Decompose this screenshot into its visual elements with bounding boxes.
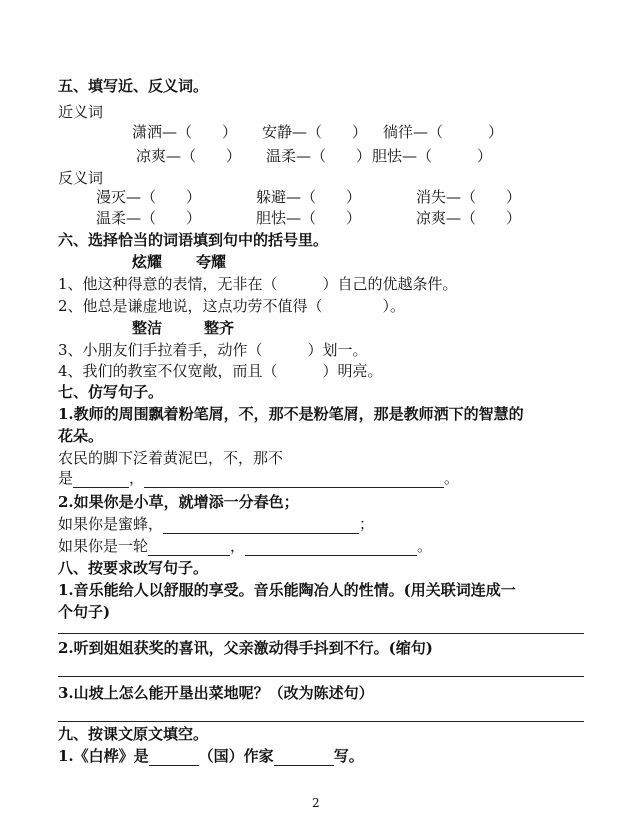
- question-6-4: 4、我们的教室不仅宽敞，而且（ ）明亮。: [58, 362, 383, 380]
- question-7-1-prompt: 农民的脚下泛着黄泥巴，不，那不: [58, 449, 284, 467]
- fill-prefix: 如果你是蜜蜂，: [58, 515, 164, 533]
- question-6-3: 3、小朋友们手拉着手，动作（ ）划一。: [58, 341, 368, 359]
- word-option: 炫耀: [132, 253, 163, 271]
- word-option: 整洁: [132, 319, 163, 337]
- antonym-item: 温柔—（ ）: [96, 209, 202, 227]
- question-8-2: 2.听到姐姐获奖的喜讯，父亲激动得手抖到不行。(缩句): [58, 639, 433, 657]
- fill-prefix: 是: [58, 469, 74, 487]
- answer-blank[interactable]: [73, 471, 129, 488]
- question-7-1-fill: [58, 468, 459, 488]
- section-6-title: 六、选择恰当的词语填到句中的括号里。: [58, 231, 329, 249]
- page-number: 2: [312, 796, 320, 810]
- section-7-title: 七、仿写句子。: [58, 383, 164, 401]
- question-7-2-line2: [58, 514, 374, 534]
- fill-end: 。: [444, 469, 460, 487]
- synonym-item: 安静—（ ）: [262, 123, 368, 141]
- synonym-item: 潇洒—（ ）: [132, 123, 238, 141]
- answer-blank[interactable]: [274, 749, 334, 766]
- question-9-1: [58, 746, 364, 766]
- fill-end: ；: [359, 515, 375, 533]
- answer-blank[interactable]: [149, 749, 199, 766]
- answer-blank[interactable]: [163, 517, 359, 534]
- answer-line[interactable]: [58, 676, 584, 677]
- question-7-1-line2: 花朵。: [58, 427, 104, 445]
- fill-prefix: 1.《白桦》是: [58, 747, 149, 765]
- antonym-item: 凉爽—（ ）: [416, 209, 522, 227]
- fill-separator: ，: [129, 469, 145, 487]
- word-option: 整齐: [204, 319, 235, 337]
- answer-blank[interactable]: [148, 539, 230, 556]
- answer-blank[interactable]: [144, 471, 444, 488]
- antonyms-label: 反义词: [58, 169, 104, 187]
- synonym-item: 凉爽—（ ）: [136, 147, 242, 165]
- fill-middle: （国）作家: [198, 747, 274, 765]
- fill-end: 写。: [333, 747, 364, 765]
- fill-prefix: 如果你是一轮: [58, 537, 149, 555]
- question-8-1-line1: 1.音乐能给人以舒服的享受。音乐能陶冶人的性情。(用关联词连成一: [58, 581, 516, 599]
- antonym-item: 躲避—（ ）: [256, 188, 362, 206]
- synonym-item: 胆怯—（ ）: [372, 147, 493, 165]
- question-8-3: 3.山坡上怎么能开垦出菜地呢？（改为陈述句）: [58, 684, 374, 702]
- answer-line[interactable]: [58, 721, 584, 722]
- antonym-item: 胆怯—（ ）: [256, 209, 362, 227]
- question-8-1-line2: 个句子): [58, 603, 111, 621]
- antonym-item: 消失—（ ）: [416, 188, 522, 206]
- section-9-title: 九、按课文原文填空。: [58, 725, 209, 743]
- fill-end: 。: [417, 537, 433, 555]
- question-6-2: 2、他总是谦虚地说，这点功劳不值得（ ）。: [58, 297, 406, 315]
- answer-blank[interactable]: [245, 539, 417, 556]
- synonym-item: 徜徉—（ ）: [383, 123, 504, 141]
- question-6-1: 1、他这种得意的表情，无非在（ ）自己的优越条件。: [58, 275, 458, 293]
- question-7-1-line1: 1.教师的周围飘着粉笔屑，不，那不是粉笔屑，那是教师洒下的智慧的: [58, 405, 524, 423]
- word-option: 夸耀: [196, 253, 227, 271]
- answer-line[interactable]: [58, 633, 584, 634]
- section-8-title: 八、按要求改写句子。: [58, 559, 209, 577]
- question-7-2-line3: [58, 536, 432, 556]
- question-7-2-line1: 2.如果你是小草，就增添一分春色；: [58, 493, 299, 511]
- antonym-item: 漫灭—（ ）: [96, 188, 202, 206]
- synonyms-label: 近义词: [58, 103, 104, 121]
- fill-separator: ，: [230, 537, 246, 555]
- section-5-title: 五、填写近、反义词。: [58, 77, 209, 95]
- synonym-item: 温柔—（ ）: [266, 147, 372, 165]
